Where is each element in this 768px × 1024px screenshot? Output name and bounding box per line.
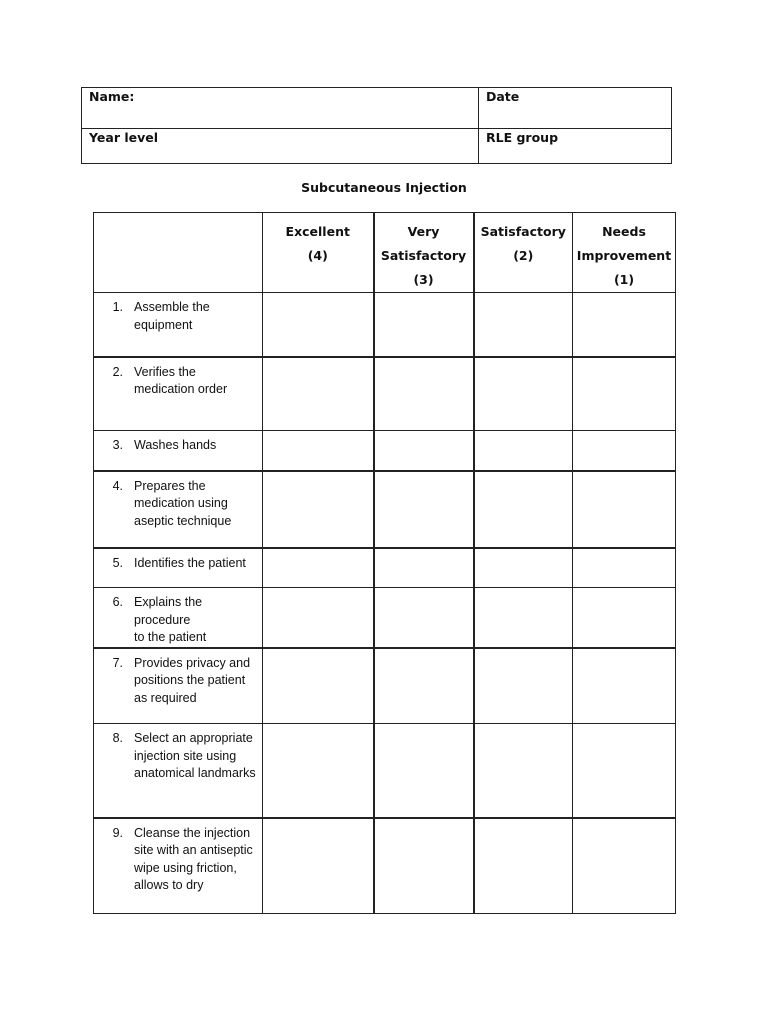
col-label: Very: [407, 224, 440, 239]
criterion-text: Explains the procedure: [134, 595, 203, 627]
rating-cell-needs-improvement[interactable]: [573, 293, 676, 357]
criterion-text: Provides privacy and: [134, 655, 251, 670]
rating-cell-satisfactory[interactable]: [474, 357, 573, 431]
rating-cell-excellent[interactable]: [263, 471, 374, 548]
name-field[interactable]: [82, 88, 479, 129]
criterion-text: Identifies the patient: [134, 555, 246, 570]
col-label: Satisfactory: [480, 224, 566, 239]
col-label-line2: Improvement: [576, 248, 672, 263]
criterion-cell: [94, 471, 263, 548]
criterion-number: 8.: [112, 731, 123, 745]
criterion-number: 2.: [112, 364, 123, 379]
criterion-cell: [94, 357, 263, 431]
criterion-cell: [94, 548, 263, 588]
criterion-text: Washes hands: [134, 438, 217, 452]
criterion-cell: [94, 724, 263, 818]
criterion-number: 3.: [112, 438, 123, 452]
rating-cell-needs-improvement[interactable]: [573, 548, 676, 588]
criterion-text: injection site using: [134, 748, 237, 763]
criterion-text: to the patient: [134, 630, 207, 644]
rating-cell-satisfactory[interactable]: [474, 548, 573, 588]
col-score: (3): [413, 272, 434, 287]
date-label: Date: [486, 89, 520, 104]
criterion-text: equipment: [134, 317, 193, 332]
criterion-text: Prepares the: [134, 478, 206, 493]
rating-cell-very-satisfactory[interactable]: [374, 431, 474, 471]
rating-cell-excellent[interactable]: [263, 431, 374, 471]
year-level-label: Year level: [89, 130, 159, 145]
criterion-cell: [94, 648, 263, 724]
rating-cell-needs-improvement[interactable]: [573, 648, 676, 724]
rating-cell-very-satisfactory[interactable]: [374, 471, 474, 548]
student-info-table: [81, 87, 672, 164]
criterion-text: medication using: [134, 496, 228, 510]
rating-cell-excellent[interactable]: [263, 818, 374, 914]
rle-group-field[interactable]: [479, 129, 672, 164]
col-header-excellent: [263, 213, 374, 293]
criterion-text: Assemble the: [134, 300, 210, 314]
col-label: Excellent: [285, 224, 350, 239]
rating-cell-needs-improvement[interactable]: [573, 724, 676, 818]
criterion-text: wipe using friction,: [134, 860, 237, 875]
criterion-text: allows to dry: [134, 878, 204, 892]
rating-cell-excellent[interactable]: [263, 648, 374, 724]
rating-cell-needs-improvement[interactable]: [573, 818, 676, 914]
rating-cell-very-satisfactory[interactable]: [374, 818, 474, 914]
criterion-number: 6.: [112, 595, 123, 609]
rating-cell-excellent[interactable]: [263, 588, 374, 648]
evaluation-table: [93, 212, 676, 914]
criterion-cell: [94, 293, 263, 357]
date-field[interactable]: [479, 88, 672, 129]
rating-cell-satisfactory[interactable]: [474, 471, 573, 548]
rating-cell-satisfactory[interactable]: [474, 818, 573, 914]
name-label: Name:: [89, 89, 135, 104]
criterion-text: aseptic technique: [134, 513, 232, 528]
rating-cell-satisfactory[interactable]: [474, 293, 573, 357]
rating-cell-satisfactory[interactable]: [474, 648, 573, 724]
col-header-needs-improvement: [573, 213, 676, 293]
col-score: (4): [307, 248, 328, 263]
rating-cell-excellent[interactable]: [263, 548, 374, 588]
form-title: Subcutaneous Injection: [301, 180, 467, 195]
rating-cell-very-satisfactory[interactable]: [374, 293, 474, 357]
rating-cell-excellent[interactable]: [263, 293, 374, 357]
criterion-number: 5.: [112, 555, 123, 570]
rating-cell-needs-improvement[interactable]: [573, 357, 676, 431]
col-score: (2): [513, 248, 534, 263]
rle-group-label: RLE group: [486, 130, 559, 145]
rating-cell-needs-improvement[interactable]: [573, 588, 676, 648]
col-score: (1): [613, 272, 635, 287]
rating-cell-needs-improvement[interactable]: [573, 431, 676, 471]
criterion-text: Verifies the: [134, 364, 196, 379]
col-label-line2: Satisfactory: [380, 248, 467, 263]
criterion-number: 1.: [112, 300, 123, 314]
rating-cell-very-satisfactory[interactable]: [374, 724, 474, 818]
rating-cell-excellent[interactable]: [263, 357, 374, 431]
criterion-text: anatomical landmarks: [134, 766, 256, 780]
criterion-number: 7.: [112, 655, 123, 670]
rating-cell-satisfactory[interactable]: [474, 588, 573, 648]
criterion-text: Select an appropriate: [134, 731, 253, 745]
rating-cell-very-satisfactory[interactable]: [374, 548, 474, 588]
criterion-number: 4.: [112, 478, 123, 493]
criterion-text: medication order: [134, 382, 228, 396]
criterion-cell: [94, 588, 263, 648]
rating-cell-excellent[interactable]: [263, 724, 374, 818]
criteria-header: [94, 213, 263, 293]
col-header-very-satisfactory: [374, 213, 474, 293]
criterion-text: as required: [134, 690, 197, 705]
criterion-number: 9.: [112, 825, 123, 840]
rating-cell-satisfactory[interactable]: [474, 431, 573, 471]
rating-cell-satisfactory[interactable]: [474, 724, 573, 818]
year-level-field[interactable]: [82, 129, 479, 164]
criterion-text: positions the patient: [134, 673, 246, 687]
criterion-text: Cleanse the injection: [134, 825, 251, 840]
criterion-cell: [94, 431, 263, 471]
rating-cell-needs-improvement[interactable]: [573, 471, 676, 548]
col-label: Needs: [602, 224, 646, 239]
rating-cell-very-satisfactory[interactable]: [374, 588, 474, 648]
criterion-text: site with an antiseptic: [134, 843, 253, 857]
criterion-cell: [94, 818, 263, 914]
rating-cell-very-satisfactory[interactable]: [374, 648, 474, 724]
col-header-satisfactory: [474, 213, 573, 293]
rating-cell-very-satisfactory[interactable]: [374, 357, 474, 431]
